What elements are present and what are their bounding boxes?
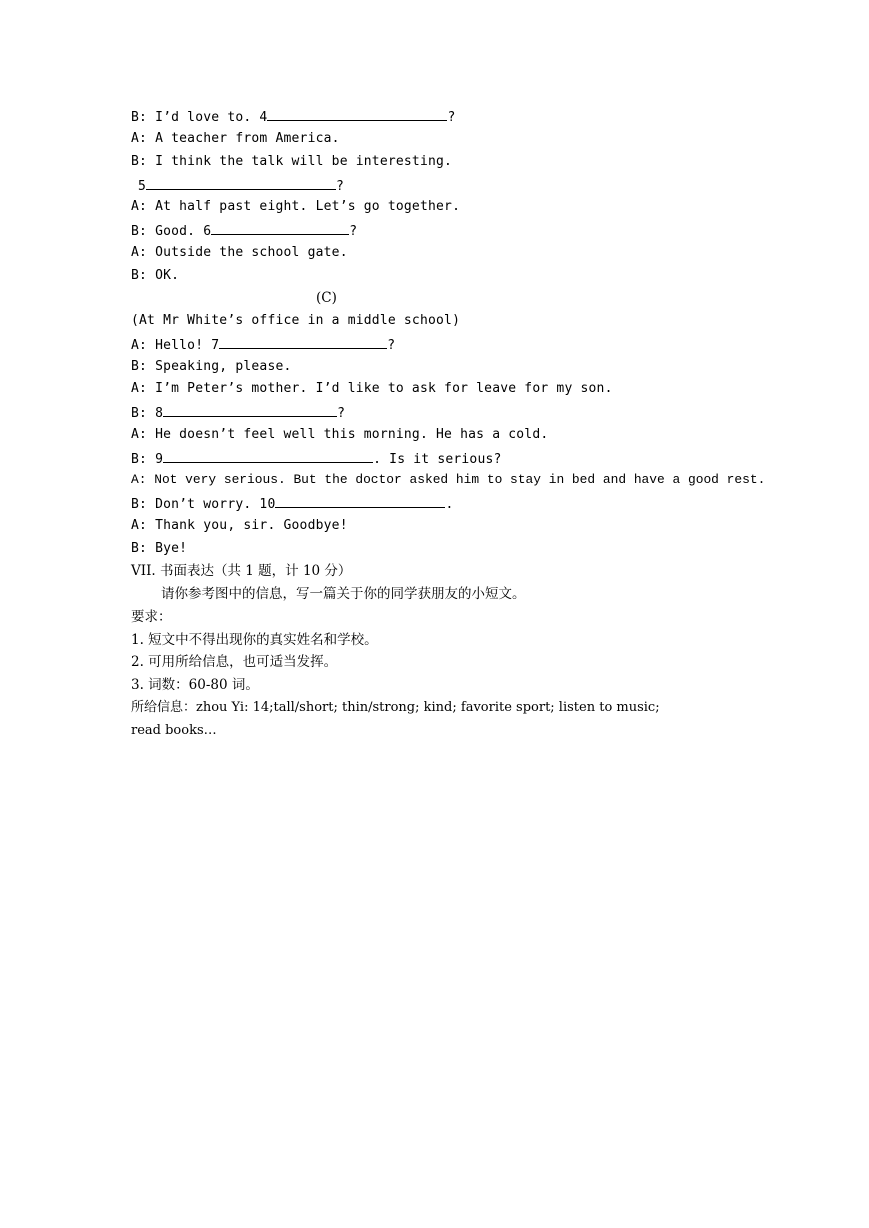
answer-blank-10[interactable] <box>275 494 445 508</box>
given-info: 所给信息：zhou Yi: 14;tall/short; thin/strong; kind; favorite sport; listen to music; <box>131 700 660 715</box>
dialog-line: A: He doesn’t feel well this morning. He has a cold. <box>131 427 549 442</box>
dialog-text: B: Good. 6 <box>131 224 212 239</box>
dialog-line: B: Bye! <box>131 541 188 556</box>
dialog-text: B: Don’t worry. 10 <box>131 497 276 512</box>
dialog-c-intro: (At Mr White’s office in a middle school) <box>131 313 461 328</box>
dialog-line: A: Outside the school gate. <box>131 245 348 260</box>
answer-blank-4[interactable] <box>267 107 447 121</box>
dialog-text: B: 8 <box>131 406 164 421</box>
dialog-text: ? <box>336 179 345 194</box>
dialog-line-b-q4 <box>131 107 456 127</box>
section-heading: VII. 书面表达（共 1 题，计 10 分） <box>131 563 352 579</box>
dialog-line: A: Thank you, sir. Goodbye! <box>131 518 348 533</box>
answer-blank-9[interactable] <box>163 449 373 463</box>
requirement-item: 1. 短文中不得出现你的真实姓名和学校。 <box>131 632 378 648</box>
dialog-line: B: I think the talk will be interesting. <box>131 154 453 169</box>
given-info-continued: read books… <box>131 723 217 738</box>
writing-prompt: 请你参考图中的信息，写一篇关于你的同学获朋友的小短文。 <box>161 586 526 602</box>
section-c-label: (C) <box>316 290 337 306</box>
answer-blank-5[interactable] <box>146 176 336 190</box>
requirements-label: 要求： <box>131 609 172 625</box>
dialog-line: A: A teacher from America. <box>131 131 340 146</box>
dialog-text: ? <box>337 406 346 421</box>
dialog-text: . <box>445 497 454 512</box>
dialog-text: B: I’d love to. 4 <box>131 110 268 125</box>
dialog-line: A: I’m Peter’s mother. I’d like to ask for leave for my son. <box>131 381 613 396</box>
requirement-item: 2. 可用所给信息，也可适当发挥。 <box>131 654 338 670</box>
dialog-text: . Is it serious? <box>373 452 502 467</box>
dialog-line: B: Speaking, please. <box>131 359 292 374</box>
dialog-text: A: Hello! 7 <box>131 338 220 353</box>
dialog-text: B: 9 <box>131 452 164 467</box>
requirement-item: 3. 词数：60-80 词。 <box>131 677 259 693</box>
dialog-line: A: Not very serious. But the doctor asked him to stay in bed and have a good rest. <box>131 472 766 487</box>
answer-blank-7[interactable] <box>219 335 387 349</box>
dialog-line-c-q10 <box>131 494 454 514</box>
answer-blank-8[interactable] <box>163 403 337 417</box>
dialog-text: ? <box>387 338 396 353</box>
dialog-line-c-q8 <box>131 403 345 423</box>
dialog-text: ? <box>349 224 358 239</box>
dialog-line-b-q5 <box>138 176 344 196</box>
dialog-line-c-q7 <box>131 335 395 355</box>
dialog-line: A: At half past eight. Let’s go together. <box>131 199 461 214</box>
dialog-line-b-q6 <box>131 221 357 241</box>
dialog-line: B: OK. <box>131 268 180 283</box>
dialog-text: 5 <box>138 179 147 194</box>
dialog-text: ? <box>447 110 456 125</box>
answer-blank-6[interactable] <box>211 221 349 235</box>
dialog-line-c-q9 <box>131 449 502 469</box>
